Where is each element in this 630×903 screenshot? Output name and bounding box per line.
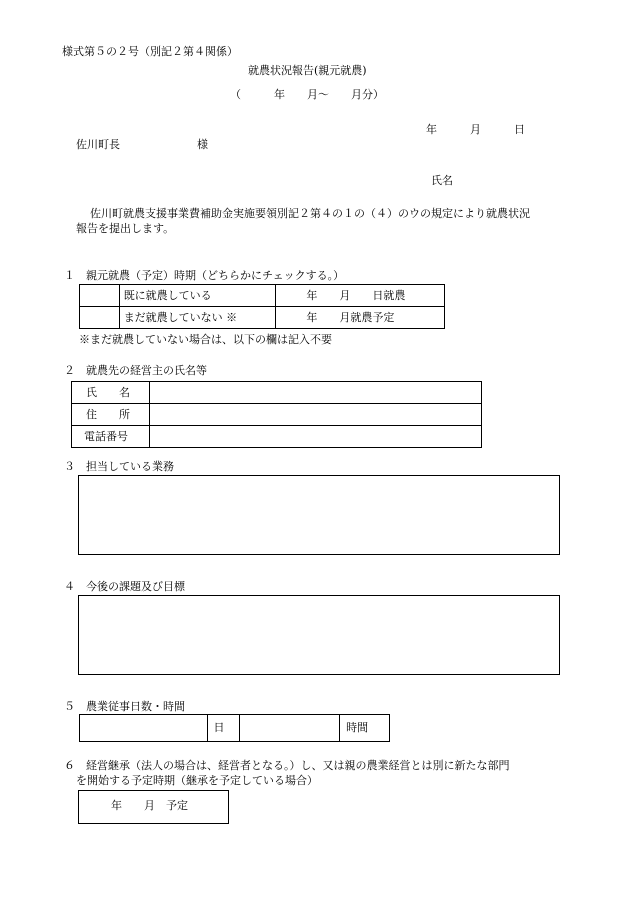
operator-name-field[interactable]: [149, 382, 481, 404]
succession-plan-field[interactable]: [78, 790, 229, 824]
reporting-period: （ 年 月～ 月分）: [230, 88, 384, 101]
already-farming-checkbox[interactable]: [80, 285, 120, 307]
document-title: 就農状況報告(親元就農): [248, 64, 367, 77]
form-number: 様式第５の２号（別記２第４関係）: [62, 45, 238, 58]
start-timing-table: [79, 284, 445, 329]
honorific: 様: [197, 138, 208, 151]
section1-note: ※まだ就農していない場合は、以下の欄は記入不要: [79, 333, 332, 346]
not-yet-farming-checkbox[interactable]: [80, 307, 120, 329]
day-unit-label: 日: [207, 715, 240, 742]
table-row: [72, 404, 482, 426]
succession-plan-text: 年 月 予定: [111, 799, 188, 812]
planned-date-field[interactable]: 年 月就農予定: [276, 307, 445, 329]
table-row: [72, 382, 482, 404]
section5-heading: ５ 農業従事日数・時間: [64, 700, 185, 713]
start-date-field[interactable]: 年 月 日就農: [276, 285, 445, 307]
submission-date: 年 月 日: [426, 123, 525, 136]
operator-phone-field[interactable]: [149, 426, 481, 448]
intro-text-line1: 佐川町就農支援事業費補助金実施要領別記２第４の１の（４）のウの規定により就農状況: [90, 207, 530, 220]
section3-heading: ３ 担当している業務: [64, 460, 174, 473]
hours-field[interactable]: [240, 715, 340, 742]
table-row: [80, 285, 445, 307]
hour-unit-label: 時間: [340, 715, 390, 742]
section4-heading: ４ 今後の課題及び目標: [64, 580, 185, 593]
days-field[interactable]: [80, 715, 208, 742]
table-row: [72, 426, 482, 448]
intro-text-line2: 報告を提出します。: [76, 222, 175, 235]
operator-phone-label: 電話番号: [72, 426, 150, 448]
operator-address-field[interactable]: [149, 404, 481, 426]
section6-heading-line2: を開始する予定時期（継承を予定している場合）: [76, 774, 318, 787]
status-label: まだ就農していない ※: [119, 307, 276, 329]
goals-textarea[interactable]: [78, 595, 560, 675]
applicant-name-label: 氏名: [431, 174, 453, 187]
duties-textarea[interactable]: [78, 475, 560, 555]
table-row: [80, 715, 390, 742]
operator-info-table: [71, 381, 482, 448]
section2-heading: ２ 就農先の経営主の氏名等: [64, 364, 207, 377]
operator-address-label: 住 所: [72, 404, 150, 426]
addressee: 佐川町長: [76, 138, 120, 151]
status-label: 既に就農している: [119, 285, 276, 307]
section1-heading: １ 親元就農（予定）時期（どちらかにチェックする。）: [64, 269, 345, 282]
work-time-table: [79, 714, 390, 742]
operator-name-label: 氏 名: [72, 382, 150, 404]
table-row: [80, 307, 445, 329]
section6-heading-line1: ６ 経営継承（法人の場合は、経営者となる。）し、又は親の農業経営とは別に新たな部門: [64, 759, 510, 772]
